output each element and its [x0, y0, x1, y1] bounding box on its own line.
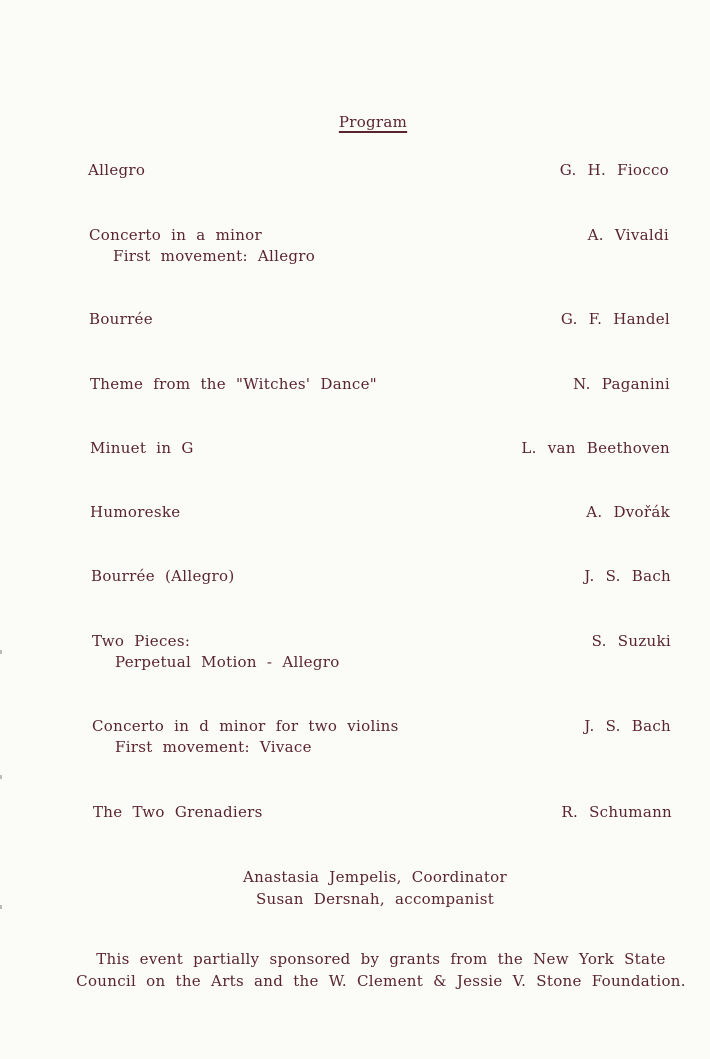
sponsor-line-2: Council on the Arts and the W. Clement & Jessie V. Stone Foundation. — [76, 972, 686, 990]
coordinator-line: Anastasia Jempelis, Coordinator — [243, 868, 507, 886]
composer-name: R. Schumann — [561, 803, 672, 821]
piece-movement: First movement: Allegro — [113, 247, 316, 265]
program-title — [0, 113, 710, 131]
piece-title: Bourrée (Allegro) — [91, 567, 235, 585]
piece-title: Concerto in d minor for two violins — [92, 717, 399, 735]
piece-movement: First movement: Vivace — [115, 738, 312, 756]
piece-title: Allegro — [88, 161, 146, 179]
composer-name: G. H. Fiocco — [559, 161, 669, 179]
piece-title: Two Pieces: — [92, 632, 191, 650]
composer-name: G. F. Handel — [560, 310, 670, 328]
accompanist-line: Susan Dersnah, accompanist — [255, 890, 495, 908]
piece-title: Humoreske — [90, 503, 181, 521]
composer-name: A. Vivaldi — [587, 226, 669, 244]
program-title-text: Program — [338, 113, 408, 131]
composer-name: L. van Beethoven — [521, 439, 670, 457]
piece-title: Bourrée — [89, 310, 153, 328]
scan-mark — [0, 650, 2, 654]
scan-mark — [0, 775, 2, 779]
sponsor-line-1: This event partially sponsored by grants from the New York State — [96, 950, 666, 968]
piece-title: Theme from the "Witches' Dance" — [90, 375, 378, 393]
composer-name: N. Paganini — [573, 375, 670, 393]
sponsor-note — [0, 948, 710, 992]
composer-name: J. S. Bach — [584, 717, 671, 735]
piece-title: Minuet in G — [90, 439, 194, 457]
scan-mark — [0, 905, 2, 909]
performer-credits — [0, 866, 710, 910]
piece-title: Concerto in a minor — [89, 226, 262, 244]
composer-name: S. Suzuki — [591, 632, 671, 650]
piece-movement: Perpetual Motion - Allegro — [115, 653, 340, 671]
composer-name: J. S. Bach — [584, 567, 671, 585]
piece-title: The Two Grenadiers — [93, 803, 263, 821]
composer-name: A. Dvořák — [586, 503, 670, 521]
